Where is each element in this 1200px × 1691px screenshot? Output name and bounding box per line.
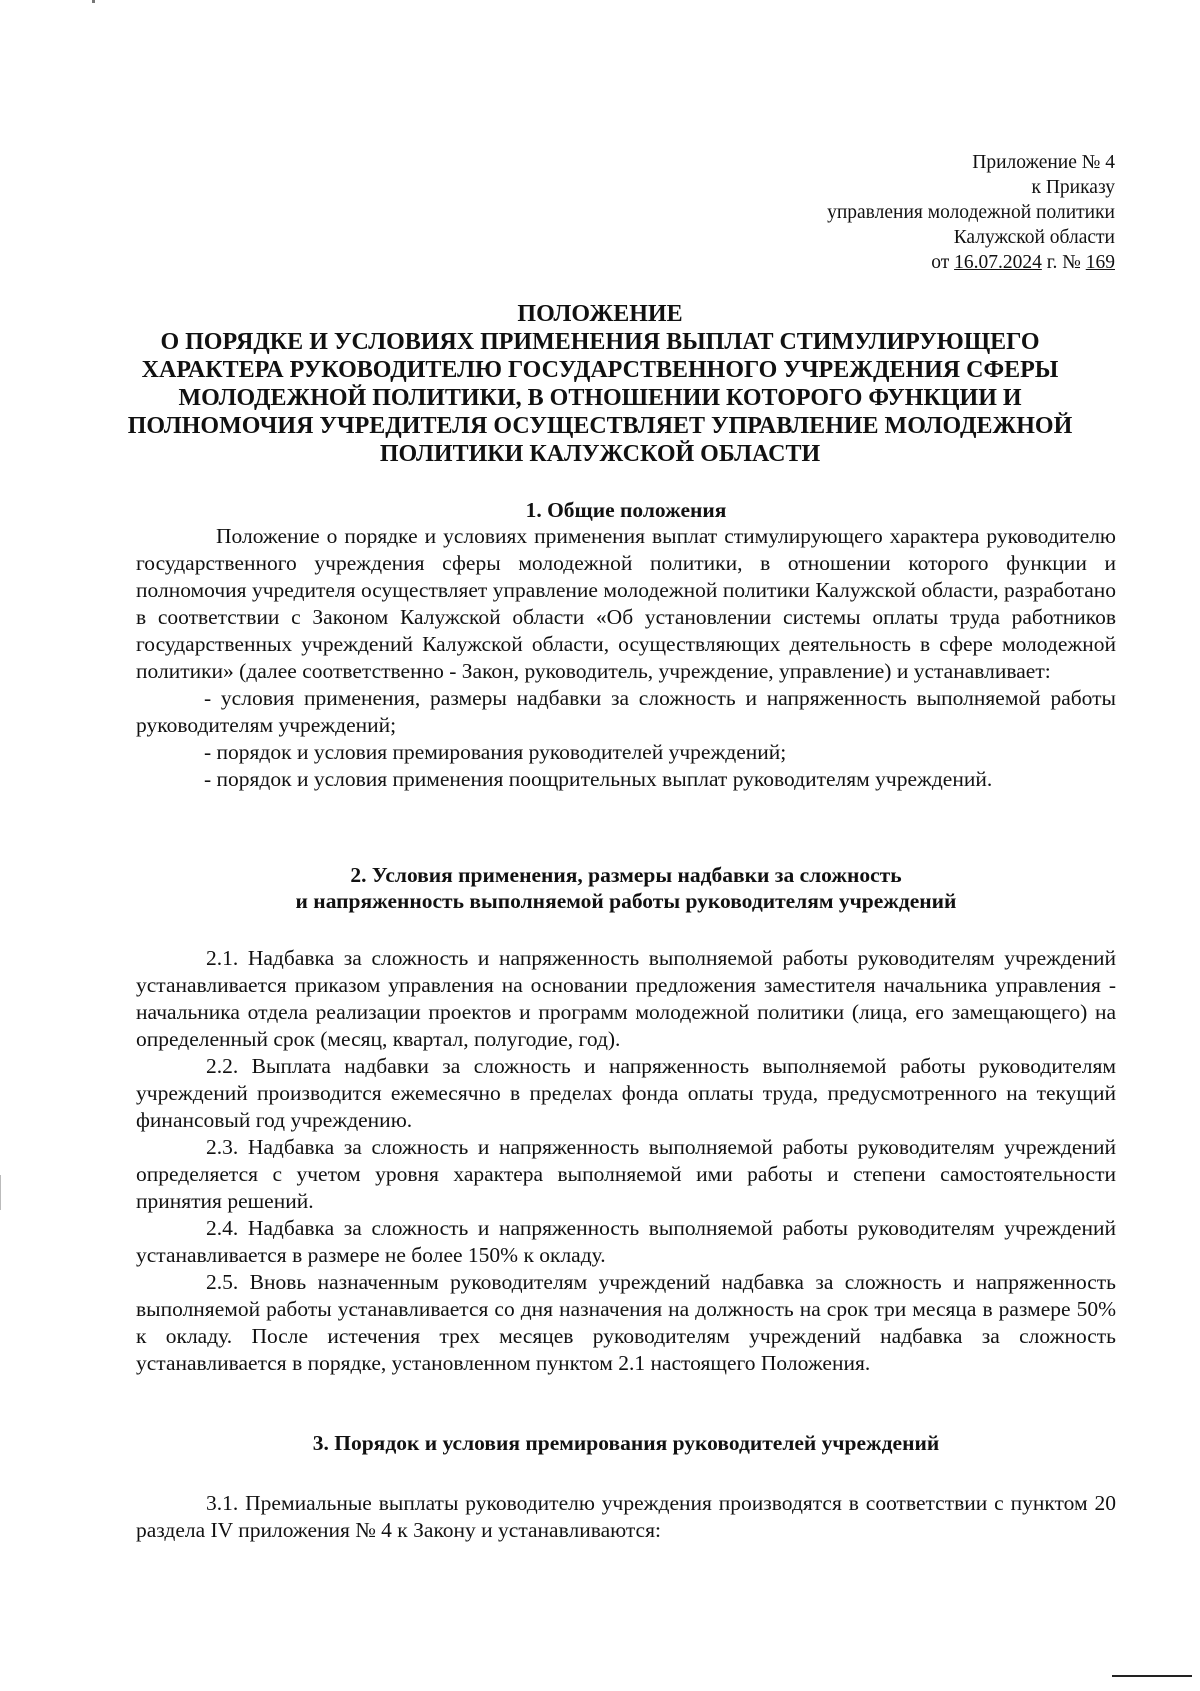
section-2-heading-line-1: 2. Условия применения, размеры надбавки за сложность [350,863,902,887]
section-3 [136,1490,1116,1544]
title-line-4: МОЛОДЕЖНОЙ ПОЛИТИКИ, В ОТНОШЕНИИ КОТОРОГО ФУНКЦИИ И [178,385,1022,411]
title-line-5: ПОЛНОМОЧИЯ УЧРЕДИТЕЛЯ ОСУЩЕСТВЛЯЕТ УПРАВЛЕНИЕ МОЛОДЕЖНОЙ [127,413,1073,439]
order-number: 169 [1085,252,1115,273]
document-title [120,300,1080,468]
list-item: - порядок и условия применения поощрительных выплат руководителям учреждений. [204,767,993,791]
annex-order: к Приказу [1031,177,1115,198]
date-prefix: от [931,252,955,273]
title-line-6: ПОЛИТИКИ КАЛУЖСКОЙ ОБЛАСТИ [379,441,821,467]
order-date: 16.07.2024 [954,252,1042,273]
section-1-heading: 1. Общие положения [525,498,727,522]
title-line-2: О ПОРЯДКЕ И УСЛОВИЯХ ПРИМЕНЕНИЯ ВЫПЛАТ СТИМУЛИРУЮЩЕГО [160,329,1040,355]
paragraph-2-5: 2.5. Вновь назначенным руководителям учреждений надбавка за сложность и напряженность выполняемой работы устанавливается со дня назначения на должность на срок три месяца в размере 50% к окладу. После истечения трех месяцев руководителям учреждений надбавка за сложность устанавливается в порядке, установленном пунктом 2.1 настоящего Положения. [136,1270,1116,1375]
section-1-intro: Положение о порядке и условиях применения выплат стимулирующего характера руководителю государственного учреждения сферы молодежной политики, в отношении которого функции и полномочия учредителя осуществляет управление молодежной политики Калужской области, разработано в соответствии с Законом Калужской области «Об установлении системы оплаты труда работников государственных учреждений Калужской области, осуществляющих деятельность в сфере молодежной политики» (далее соответственно - Закон, руководитель, учреждение, управление) и устанавливает: [136,524,1116,683]
section-3-heading: 3. Порядок и условия премирования руководителей учреждений [312,1431,940,1455]
section-2-heading-line-2: и напряженность выполняемой работы руководителям учреждений [295,889,957,913]
annex-reference [827,150,1115,275]
scan-edge-mark [0,1175,1,1210]
annex-region: Калужской области [953,227,1115,248]
section-2-heading-block [136,862,1116,914]
list-item: - условия применения, размеры надбавки за сложность и напряженность выполняемой работы руководителям учреждений; [136,686,1116,737]
scan-artifact [92,0,95,3]
title-line-1: ПОЛОЖЕНИЕ [517,301,683,327]
paragraph-3-1: 3.1. Премиальные выплаты руководителю учреждения производятся в соответствии с пунктом 20 раздела IV приложения № 4 к Закону и устанавливаются: [136,1491,1116,1542]
title-line-3: ХАРАКТЕРА РУКОВОДИТЕЛЮ ГОСУДАРСТВЕННОГО УЧРЕЖДЕНИЯ СФЕРЫ [141,357,1059,383]
annex-date-line [827,250,1115,275]
section-1 [136,497,1116,793]
paragraph-2-3: 2.3. Надбавка за сложность и напряженность выполняемой работы руководителям учреждений определяется с учетом уровня характера выполняемой ими работы и степени самостоятельности принятия решений. [136,1135,1116,1213]
annex-number: Приложение № 4 [972,152,1115,173]
scan-corner-mark [1112,1675,1192,1677]
section-3-heading-block [136,1430,1116,1456]
annex-authority: управления молодежной политики [827,202,1115,223]
section-2 [136,945,1116,1377]
number-prefix: г. № [1041,252,1086,273]
list-item: - порядок и условия премирования руководителей учреждений; [204,740,787,764]
paragraph-2-4: 2.4. Надбавка за сложность и напряженность выполняемой работы руководителям учреждений устанавливается в размере не более 150% к окладу. [136,1216,1116,1267]
paragraph-2-1: 2.1. Надбавка за сложность и напряженность выполняемой работы руководителям учреждений устанавливается приказом управления на основании предложения заместителя начальника управления - начальника отдела реализации проектов и программ молодежной политики (лица, его замещающего) на определенный срок (месяц, квартал, полугодие, год). [136,946,1116,1051]
paragraph-2-2: 2.2. Выплата надбавки за сложность и напряженность выполняемой работы руководителям учреждений производится ежемесячно в пределах фонда оплаты труда, предусмотренного на текущий финансовый год учреждению. [136,1054,1116,1132]
